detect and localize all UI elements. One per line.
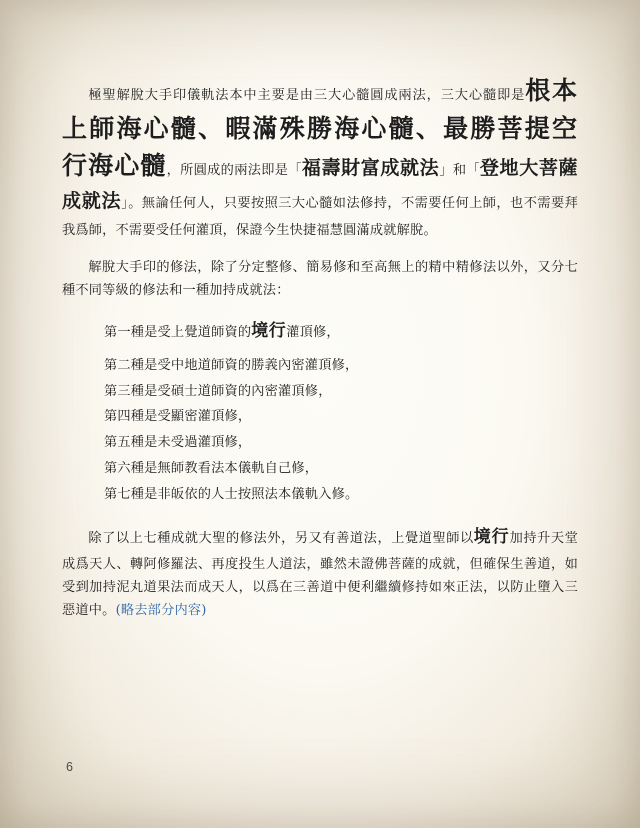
list-item-3-pre: 第三種是受碩士道師資的內密灌頂修，	[104, 383, 332, 399]
paragraph-1-tail: 」。無論任何人，只要按照三大心髓如法修持，不需要任何上師，也不需要拜我爲師，不需要受任何灌頂，保證今生快捷福慧圓滿成就解脫。	[62, 196, 578, 238]
list-item-2-pre: 第二種是受中地道師資的勝義內密灌頂修，	[104, 357, 359, 373]
list-item	[104, 315, 578, 348]
list-item	[104, 482, 578, 508]
paragraph-3	[62, 523, 578, 622]
paragraph-3-pre: 除了以上七種成就大聖的修法外，另又有善道法，上覺道聖師以	[88, 531, 474, 547]
omission-note: (略去部分内容)	[115, 603, 207, 619]
page-content	[62, 72, 578, 635]
paragraph-1-mid2: 」和「	[439, 163, 480, 178]
emphasis-bodhisattva-method: 登地大菩薩成就法	[62, 157, 578, 213]
list-item-1-pre: 第一種是受上覺道師資的	[104, 324, 252, 340]
paragraph-3-brush: 境行	[473, 527, 510, 548]
paragraph-1-mid1: ，所圓成的兩法即是「	[166, 163, 302, 178]
list-item-7-pre: 第七種是非皈依的人士按照法本儀軌入修。	[104, 486, 359, 502]
paragraph-2-text: 解脫大手印的修法，除了分定整修、簡易修和至高無上的精中精修法以外，又分七種不同等級的修法和一種加持成就法：	[62, 259, 578, 298]
list-item-4-pre: 第四種是受顯密灌頂修，	[104, 409, 252, 425]
list-item	[104, 456, 578, 482]
list-item-5-pre: 第五種是未受過灌頂修，	[104, 435, 252, 451]
page-number: 6	[66, 760, 73, 774]
paragraph-1	[62, 72, 578, 242]
list-item	[104, 353, 578, 379]
method-list	[62, 315, 578, 508]
emphasis-blessing-method: 福壽財富成就法	[301, 157, 440, 179]
paragraph-2	[62, 256, 578, 302]
list-item-1-post: 灌頂修，	[286, 324, 340, 340]
paragraph-3-post: 加持升天堂成爲天人、轉阿修羅法、再度投生人道法，雖然未證佛菩薩的成就，但確保生善道，如受到加持泥丸道果法而成天人，以爲在三善道中便利繼續修持如來正法，以防止墮入三惡道中。	[62, 531, 579, 619]
list-item-6-pre: 第六種是無師教看法本儀軌自己修，	[104, 460, 319, 476]
list-item	[104, 379, 578, 405]
list-item	[104, 404, 578, 430]
paragraph-1-lead: 極聖解脫大手印儀軌法本中主要是由三大心髓圓成兩法，三大心髓即是	[88, 88, 526, 103]
list-item-1-brush: 境行	[251, 320, 287, 341]
list-item	[104, 430, 578, 456]
emphasis-three-essences: 根本上師海心髓、暇滿殊勝海心髓、最勝菩提空行海心髓	[62, 76, 578, 180]
